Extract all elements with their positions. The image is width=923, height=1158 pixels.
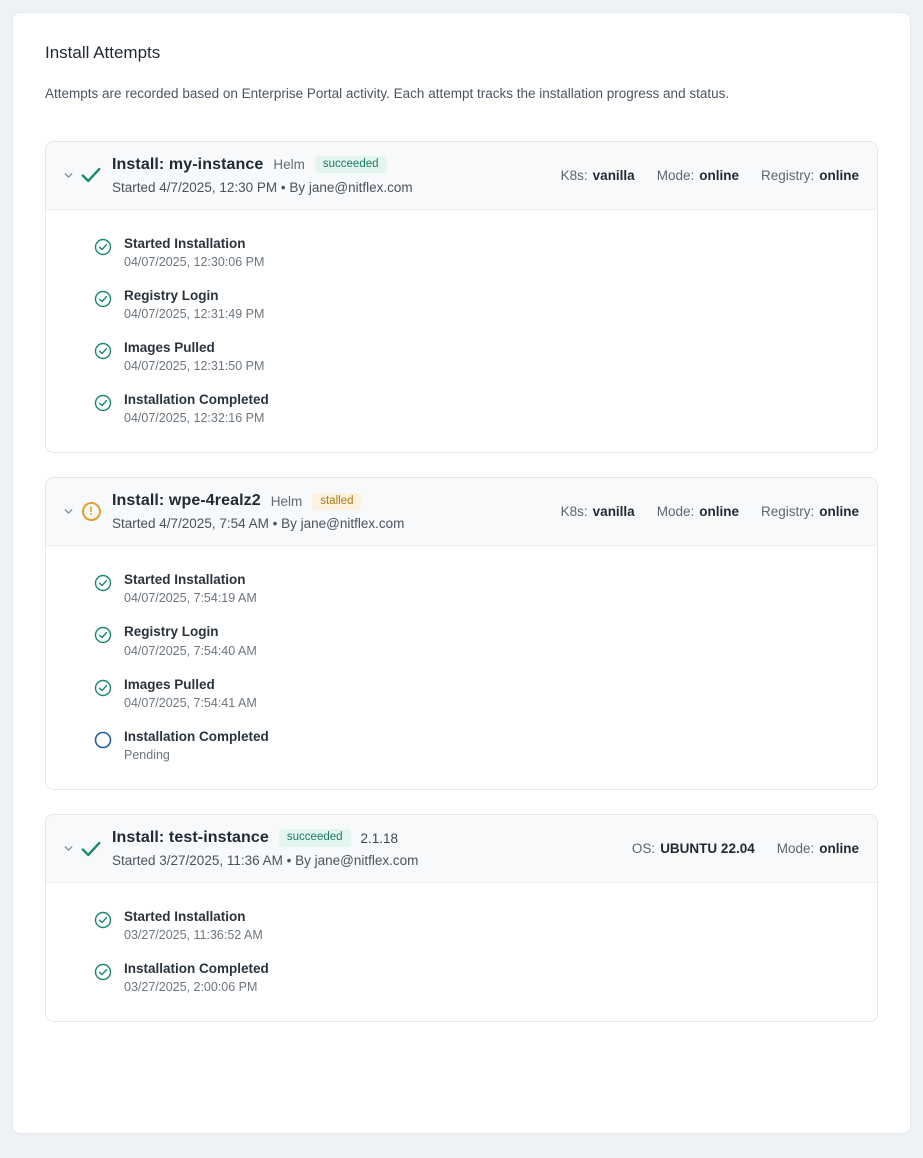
- step-timestamp: 04/07/2025, 12:32:16 PM: [124, 411, 265, 426]
- step-timestamp: 04/07/2025, 12:31:49 PM: [124, 306, 265, 321]
- step-timestamp: 04/07/2025, 12:31:50 PM: [124, 359, 265, 374]
- attempt-title: Install: wpe-4realz2: [112, 492, 261, 510]
- attempt-started-info: Started 4/7/2025, 12:30 PM • By jane@nitflex.com: [112, 179, 413, 195]
- install-attempts-panel: [12, 12, 911, 1134]
- step-timestamp: 04/07/2025, 7:54:19 AM: [124, 591, 257, 606]
- chevron-down-icon[interactable]: [60, 843, 76, 854]
- check-circle-icon: [94, 342, 112, 360]
- attempt-title: Install: my-instance: [112, 155, 264, 173]
- step-text: [124, 236, 264, 270]
- attempt-meta-value: UBUNTU 22.04: [660, 841, 755, 857]
- check-circle-icon: [94, 238, 112, 256]
- step-text: [124, 909, 263, 943]
- step-text: [124, 392, 269, 426]
- step-row: [94, 677, 859, 711]
- step-label: Images Pulled: [124, 676, 215, 692]
- attempt-meta: [549, 168, 859, 183]
- attempt-meta-label: Registry:: [760, 167, 815, 183]
- attempt-meta-label: Registry:: [760, 504, 815, 520]
- attempt-meta-label: K8s:: [560, 504, 588, 520]
- status-badge: stalled: [312, 493, 361, 511]
- attempt-started-info: Started 4/7/2025, 7:54 AM • By jane@nitflex.com: [112, 516, 405, 532]
- attempt-meta-label: OS:: [631, 841, 656, 857]
- status-badge: succeeded: [315, 156, 387, 174]
- install-attempt-card: [45, 141, 878, 454]
- step-row: [94, 961, 859, 995]
- pending-circle-icon: [94, 731, 112, 749]
- attempt-meta-item: [761, 504, 859, 519]
- status-badge: succeeded: [279, 829, 351, 847]
- attempt-steps: [46, 883, 877, 1021]
- attempt-meta: [549, 504, 859, 519]
- step-row: [94, 624, 859, 658]
- attempt-header[interactable]: [46, 815, 877, 883]
- panel-description: Attempts are recorded based on Enterprise Portal activity. Each attempt tracks the installation progress and status.: [45, 86, 730, 101]
- step-row: [94, 340, 859, 374]
- attempt-title: Install: test-instance: [112, 829, 269, 847]
- attempt-header[interactable]: [46, 142, 877, 210]
- step-text: [124, 624, 257, 658]
- attempt-title-row: [112, 492, 549, 510]
- attempt-engine-label: Helm: [270, 493, 303, 509]
- page-title: Install Attempts: [45, 43, 161, 62]
- attempt-meta-item: [657, 168, 739, 183]
- step-text: [124, 961, 269, 995]
- check-circle-icon: [94, 911, 112, 929]
- check-circle-icon: [94, 290, 112, 308]
- attempt-started-info: Started 3/27/2025, 11:36 AM • By jane@nitflex.com: [112, 853, 419, 869]
- attempt-meta-label: Mode:: [776, 841, 815, 857]
- attempt-meta-label: Mode:: [656, 167, 695, 183]
- attempt-steps: [46, 546, 877, 789]
- warning-icon: !: [76, 502, 106, 521]
- attempt-meta-value: online: [699, 504, 739, 520]
- check-circle-icon: [94, 394, 112, 412]
- step-label: Images Pulled: [124, 339, 215, 355]
- step-text: [124, 288, 264, 322]
- attempt-meta-item: [561, 168, 635, 183]
- step-text: [124, 677, 257, 711]
- check-icon: [76, 838, 106, 860]
- attempts-list: [33, 141, 890, 1023]
- step-timestamp: 03/27/2025, 2:00:06 PM: [124, 980, 258, 995]
- step-timestamp: Pending: [124, 748, 170, 763]
- step-row: [94, 572, 859, 606]
- step-label: Started Installation: [124, 235, 246, 251]
- attempt-meta-label: K8s:: [560, 167, 588, 183]
- step-label: Installation Completed: [124, 392, 269, 408]
- chevron-down-icon[interactable]: [60, 506, 76, 517]
- attempt-header-main: [106, 492, 549, 531]
- step-timestamp: 04/07/2025, 7:54:40 AM: [124, 643, 257, 658]
- attempt-title-row: [112, 156, 549, 174]
- step-label: Started Installation: [124, 572, 246, 588]
- step-row: [94, 729, 859, 763]
- attempt-title-row: [112, 829, 620, 847]
- step-timestamp: 03/27/2025, 11:36:52 AM: [124, 928, 263, 943]
- check-circle-icon: [94, 679, 112, 697]
- attempt-meta-value: online: [819, 504, 859, 520]
- step-row: [94, 236, 859, 270]
- attempt-meta-value: vanilla: [592, 167, 635, 183]
- attempt-header-main: [106, 156, 549, 195]
- step-text: [124, 729, 269, 763]
- attempt-meta: [620, 841, 859, 856]
- step-text: [124, 572, 257, 606]
- step-label: Registry Login: [124, 287, 219, 303]
- check-icon: [76, 164, 106, 186]
- attempt-header[interactable]: [46, 478, 877, 546]
- step-timestamp: 04/07/2025, 7:54:41 AM: [124, 695, 257, 710]
- step-text: [124, 340, 264, 374]
- install-attempt-card: [45, 477, 878, 790]
- attempt-meta-value: online: [699, 167, 739, 183]
- step-row: [94, 909, 859, 943]
- check-circle-icon: [94, 963, 112, 981]
- attempt-meta-item: [657, 504, 739, 519]
- step-label: Registry Login: [124, 624, 219, 640]
- step-timestamp: 04/07/2025, 12:30:06 PM: [124, 254, 265, 269]
- attempt-meta-item: [777, 841, 859, 856]
- install-attempt-card: [45, 814, 878, 1022]
- step-row: [94, 288, 859, 322]
- attempt-meta-label: Mode:: [656, 504, 695, 520]
- chevron-down-icon[interactable]: [60, 170, 76, 181]
- attempt-header-main: [106, 829, 620, 868]
- step-label: Installation Completed: [124, 728, 269, 744]
- attempt-meta-value: vanilla: [592, 504, 635, 520]
- step-label: Installation Completed: [124, 961, 269, 977]
- attempt-version: 2.1.18: [360, 830, 399, 846]
- step-row: [94, 392, 859, 426]
- step-label: Started Installation: [124, 909, 246, 925]
- attempt-engine-label: Helm: [273, 157, 305, 173]
- attempt-meta-value: online: [819, 167, 859, 183]
- attempt-meta-item: [561, 504, 635, 519]
- check-circle-icon: [94, 626, 112, 644]
- attempt-meta-item: [632, 841, 755, 856]
- check-circle-icon: [94, 574, 112, 592]
- attempt-meta-item: [761, 168, 859, 183]
- attempt-steps: [46, 210, 877, 453]
- attempt-meta-value: online: [819, 841, 859, 857]
